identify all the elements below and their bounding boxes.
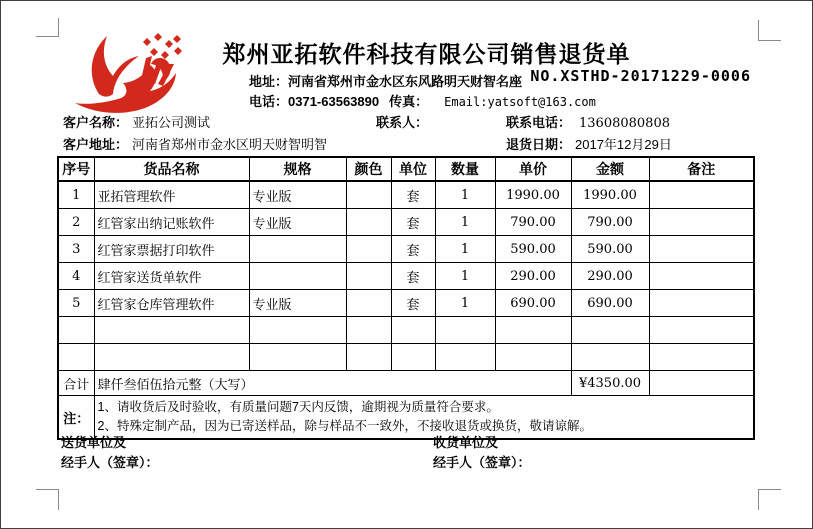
cell-amount xyxy=(571,344,649,371)
cell-color xyxy=(346,236,391,263)
col-header-spec: 规格 xyxy=(249,157,346,181)
table-row-empty xyxy=(58,317,754,344)
cell-no xyxy=(58,344,94,371)
receive-handler-label: 经手人（签章）： xyxy=(433,455,531,470)
cell-qty: 1 xyxy=(435,181,495,209)
delivery-unit-label: 送货单位及 xyxy=(61,435,127,450)
note-label: 注： xyxy=(58,396,94,440)
email-value: Email:yatsoft@163.com xyxy=(444,95,596,109)
contact-phone-value: 13608080808 xyxy=(579,116,670,131)
customer-address-field xyxy=(63,134,327,153)
company-phone-line xyxy=(249,91,596,110)
cell-qty xyxy=(435,317,495,344)
cell-no xyxy=(58,317,94,344)
col-header-unit: 单位 xyxy=(391,157,435,181)
cell-spec xyxy=(249,317,346,344)
cell-remark xyxy=(649,290,754,317)
cell-qty: 1 xyxy=(435,263,495,290)
cell-color xyxy=(346,263,391,290)
table-row xyxy=(58,263,754,290)
cell-product-name: 亚拓管理软件 xyxy=(94,181,249,209)
cell-no: 5 xyxy=(58,290,94,317)
table-row xyxy=(58,209,754,236)
table-row-empty xyxy=(58,344,754,371)
col-header-unit-price: 单价 xyxy=(495,157,571,181)
cell-spec xyxy=(249,236,346,263)
delivery-signature-block xyxy=(61,433,159,473)
cell-no: 1 xyxy=(58,181,94,209)
cell-unit: 套 xyxy=(391,209,435,236)
col-header-no: 序号 xyxy=(58,157,94,181)
return-date-label: 退货日期： xyxy=(506,137,572,152)
note-line-1: 1、请收货后及时验收，有质量问题7天内反馈，逾期视为质量符合要求。 xyxy=(97,400,499,414)
customer-name-value: 亚拓公司测试 xyxy=(132,115,211,130)
receive-signature-block xyxy=(433,433,531,473)
total-amount-in-words: 肆仟叁佰伍拾元整（大写） xyxy=(94,371,571,396)
cell-remark xyxy=(649,209,754,236)
table-row xyxy=(58,181,754,209)
cell-product-name: 红管家出纳记账软件 xyxy=(94,209,249,236)
cell-spec xyxy=(249,344,346,371)
cell-unit: 套 xyxy=(391,263,435,290)
cell-unit xyxy=(391,344,435,371)
cell-color xyxy=(346,344,391,371)
cell-unit: 套 xyxy=(391,181,435,209)
receive-unit-label: 收货单位及 xyxy=(433,435,499,450)
note-row xyxy=(58,396,754,440)
contact-person-field xyxy=(376,112,432,131)
cell-qty: 1 xyxy=(435,236,495,263)
cell-color xyxy=(346,317,391,344)
col-header-qty: 数量 xyxy=(435,157,495,181)
cell-qty xyxy=(435,344,495,371)
address-value: 河南省郑州市金水区东风路明天财智名座 xyxy=(288,74,523,89)
note-line-2: 2、特殊定制产品，因为已寄送样品，除与样品不一致外，不接收退货或换货，敬请谅解。 xyxy=(97,419,592,433)
page-title: 郑州亚拓软件科技有限公司销售退货单 xyxy=(222,41,631,67)
document-number: NO.XSTHD-20171229-0006 xyxy=(530,67,751,85)
cell-remark xyxy=(649,181,754,209)
total-label: 合计 xyxy=(58,371,94,396)
crop-mark-bottom-left xyxy=(36,489,59,510)
cell-spec: 专业版 xyxy=(249,290,346,317)
cell-product-name: 红管家仓库管理软件 xyxy=(94,290,249,317)
customer-name-label: 客户名称： xyxy=(63,115,129,130)
cell-amount xyxy=(571,317,649,344)
cell-color xyxy=(346,290,391,317)
cell-amount: 290.00 xyxy=(571,263,649,290)
customer-address-label: 客户地址： xyxy=(63,137,129,152)
cell-unit xyxy=(391,317,435,344)
table-row xyxy=(58,290,754,317)
col-header-amount: 金额 xyxy=(571,157,649,181)
cell-remark xyxy=(649,236,754,263)
cell-unit-price xyxy=(495,344,571,371)
cell-spec: 专业版 xyxy=(249,181,346,209)
table-row xyxy=(58,236,754,263)
cell-unit-price: 590.00 xyxy=(495,236,571,263)
cell-amount: 1990.00 xyxy=(571,181,649,209)
cell-color xyxy=(346,209,391,236)
contact-person-label: 联系人： xyxy=(376,115,429,130)
return-date-value: 2017年12月29日 xyxy=(575,137,672,152)
contact-phone-field xyxy=(506,112,670,131)
cell-remark xyxy=(649,344,754,371)
cell-remark xyxy=(649,263,754,290)
cell-qty: 1 xyxy=(435,209,495,236)
cell-spec xyxy=(249,263,346,290)
total-amount: ¥4350.00 xyxy=(571,371,649,396)
total-row xyxy=(58,371,754,396)
cell-unit-price: 690.00 xyxy=(495,290,571,317)
cell-product-name xyxy=(94,317,249,344)
cell-unit-price: 1990.00 xyxy=(495,181,571,209)
cell-amount: 690.00 xyxy=(571,290,649,317)
customer-name-field xyxy=(63,112,210,131)
col-header-remark: 备注 xyxy=(649,157,754,181)
phone-label: 电话： xyxy=(249,94,289,109)
customer-address-value: 河南省郑州市金水区明天财智明智 xyxy=(132,137,328,152)
cell-amount: 590.00 xyxy=(571,236,649,263)
crop-mark-bottom-right xyxy=(758,489,781,510)
phone-value: 0371-63563890 xyxy=(288,94,380,109)
company-address-line xyxy=(249,71,522,90)
cell-unit-price: 290.00 xyxy=(495,263,571,290)
table-header-row xyxy=(58,157,754,181)
cell-no: 4 xyxy=(58,263,94,290)
cell-no: 2 xyxy=(58,209,94,236)
cell-product-name: 红管家票据打印软件 xyxy=(94,236,249,263)
cell-product-name xyxy=(94,344,249,371)
items-table xyxy=(57,156,755,440)
total-remark xyxy=(649,371,754,396)
return-date-field xyxy=(506,134,672,153)
cell-product-name: 红管家送货单软件 xyxy=(94,263,249,290)
cell-qty: 1 xyxy=(435,290,495,317)
cell-unit: 套 xyxy=(391,236,435,263)
delivery-handler-label: 经手人（签章）： xyxy=(61,455,159,470)
note-content xyxy=(94,396,754,440)
cell-amount: 790.00 xyxy=(571,209,649,236)
cell-unit-price: 790.00 xyxy=(495,209,571,236)
cell-spec: 专业版 xyxy=(249,209,346,236)
col-header-color: 颜色 xyxy=(346,157,391,181)
cell-remark xyxy=(649,317,754,344)
fax-label: 传真： xyxy=(389,94,429,109)
contact-phone-label: 联系电话： xyxy=(506,115,572,130)
cell-unit-price xyxy=(495,317,571,344)
crop-mark-top-left xyxy=(36,18,59,37)
cell-no: 3 xyxy=(58,236,94,263)
address-label: 地址： xyxy=(249,74,289,89)
cell-color xyxy=(346,181,391,209)
col-header-product-name: 货品名称 xyxy=(94,157,249,181)
cell-unit: 套 xyxy=(391,290,435,317)
